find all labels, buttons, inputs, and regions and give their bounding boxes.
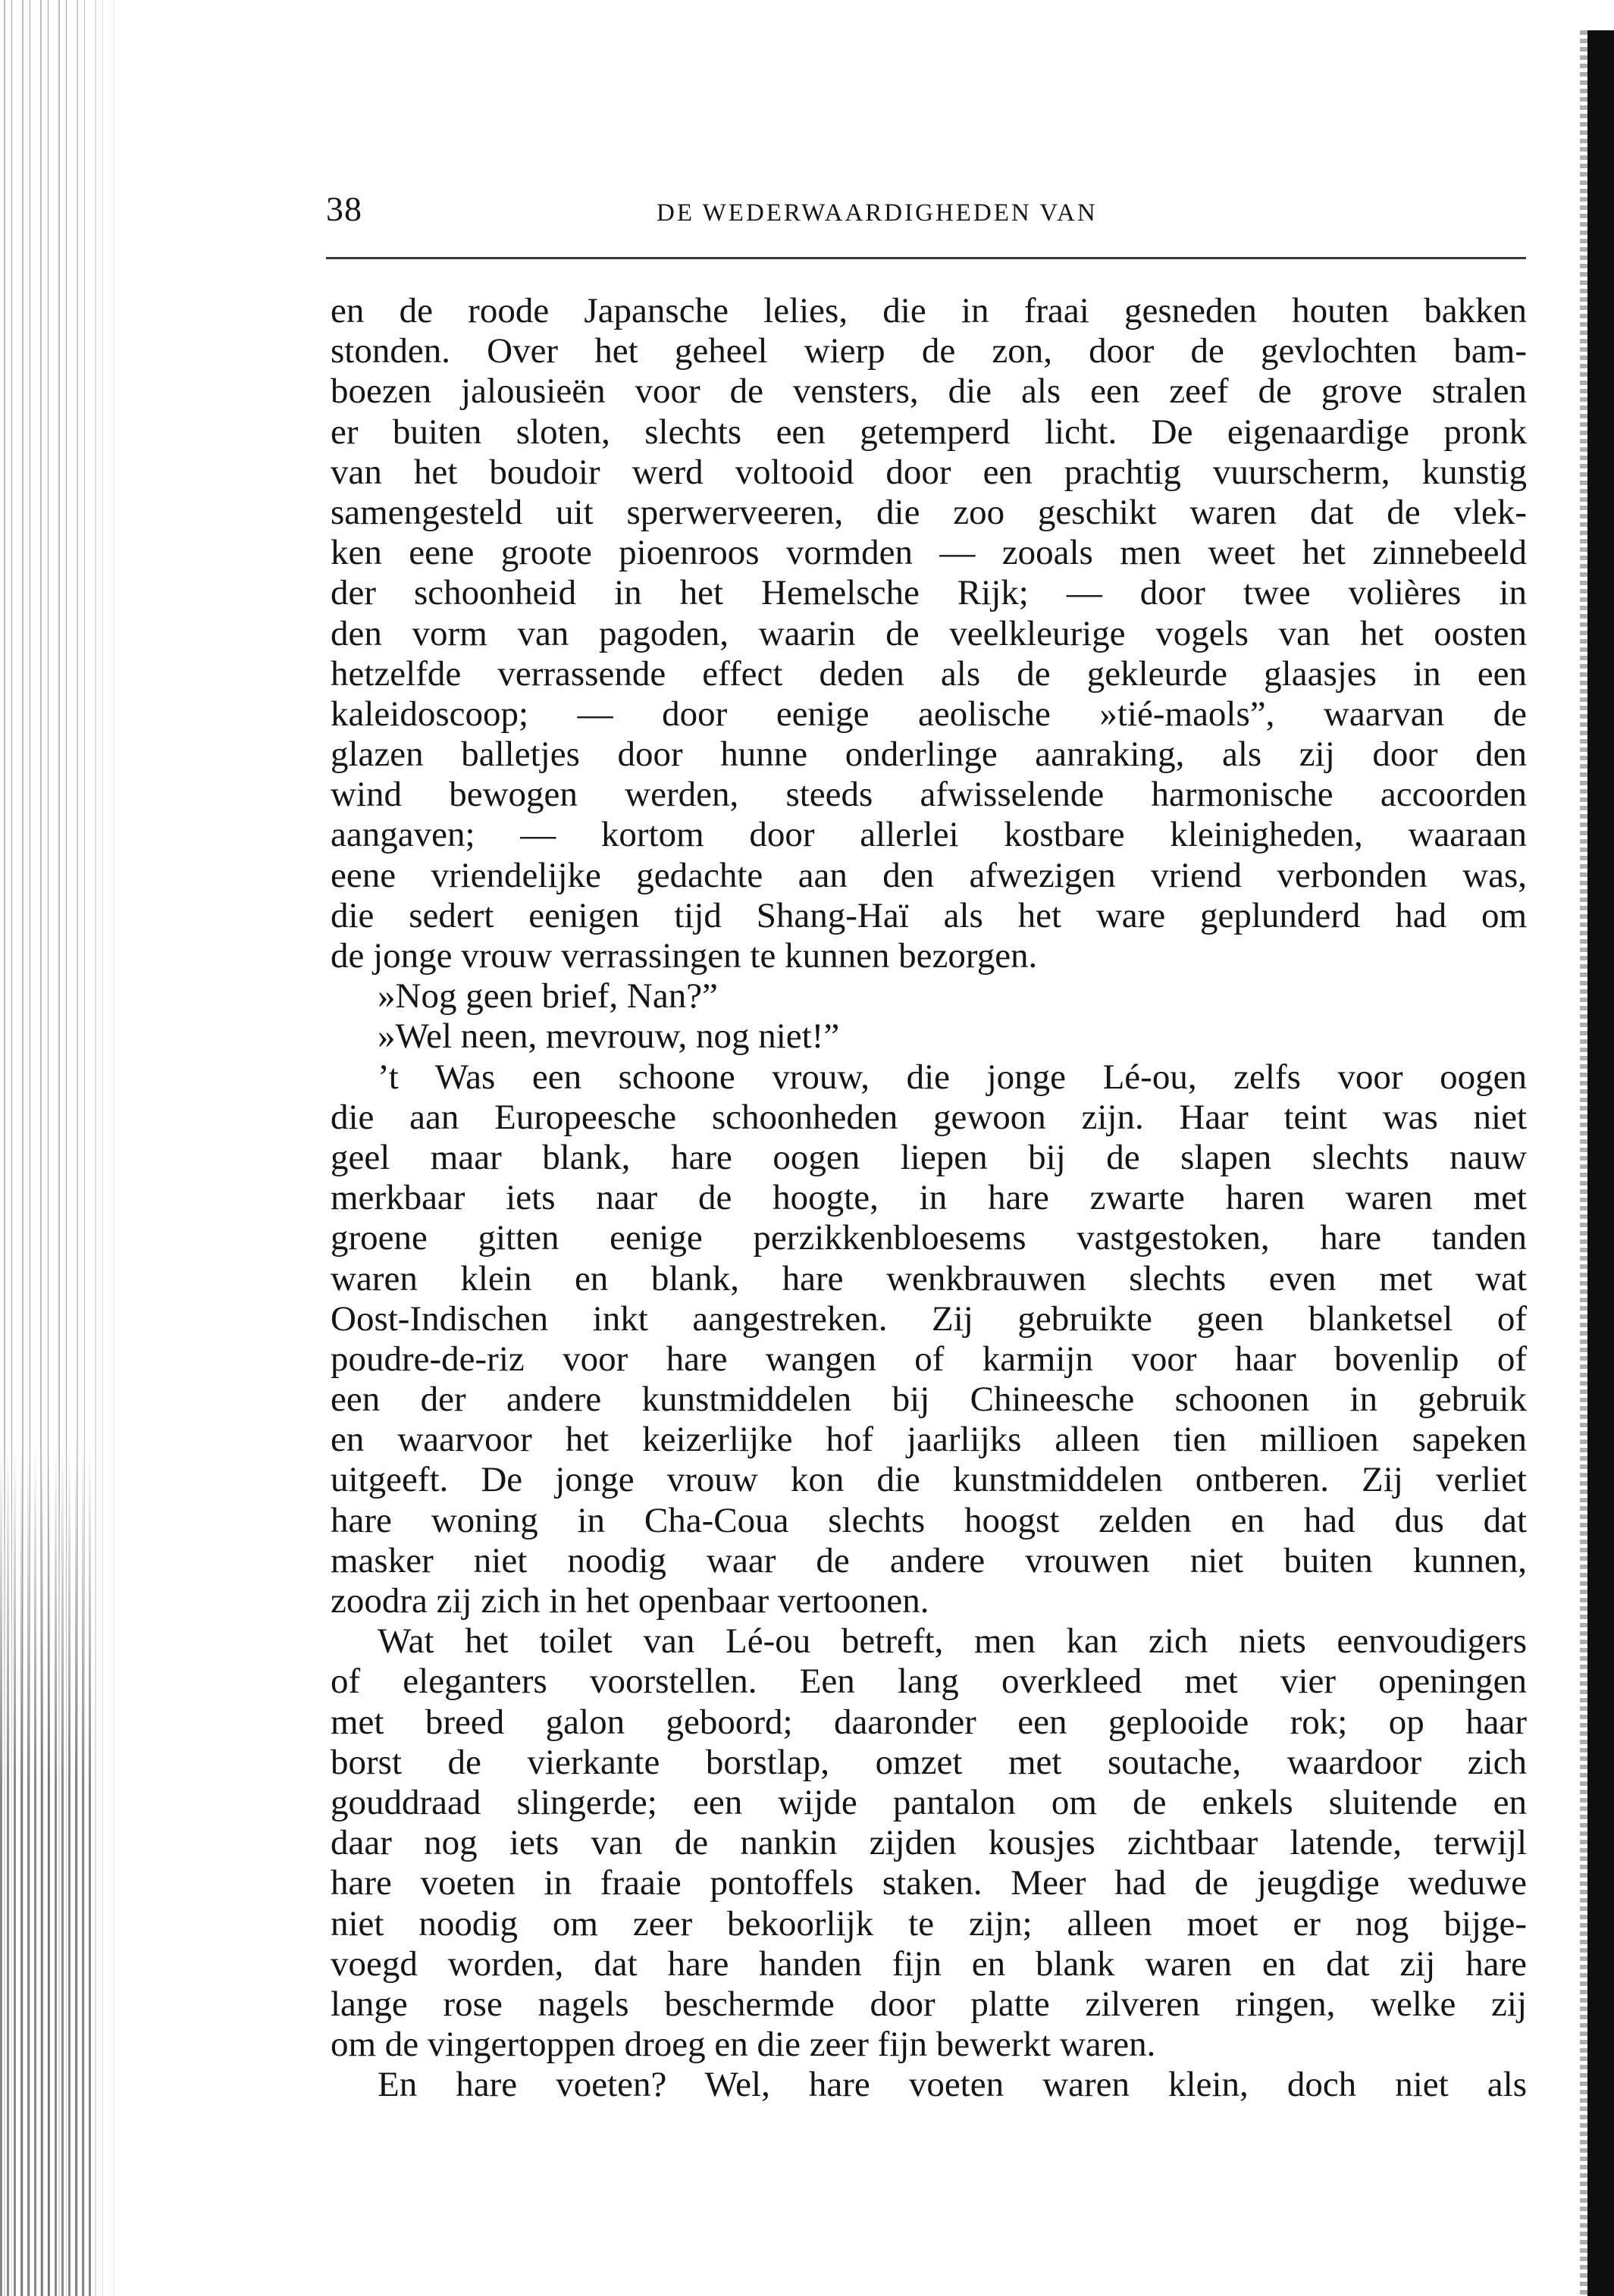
text-line: geel maar blank, hare oogen liepen bij de slapen slechts nauw bbox=[331, 1137, 1527, 1177]
text-line: Wat het toilet van Lé-ou betreft, men kan zich niets eenvoudigers bbox=[378, 1621, 1527, 1662]
text-line: En hare voeten? Wel, hare voeten waren klein, doch niet als bbox=[378, 2065, 1527, 2105]
text-line: hetzelfde verrassende effect deden als de gekleurde glaasjes in een bbox=[331, 653, 1527, 694]
text-line: eene vriendelijke gedachte aan den afwezigen vriend verbonden was, bbox=[331, 855, 1527, 895]
page-edge-right-stripes bbox=[1580, 30, 1587, 2296]
text-line: »Nog geen brief, Nan?” bbox=[378, 976, 718, 1016]
page-header bbox=[326, 186, 1547, 240]
text-line: ’t Was een schoone vrouw, die jonge Lé-ou, zelfs voor oogen bbox=[378, 1057, 1527, 1097]
text-line: boezen jalousieën voor de vensters, die als een zeef de grove stralen bbox=[331, 371, 1527, 412]
text-line: stonden. Over het geheel wierp de zon, door de gevlochten bam- bbox=[331, 331, 1527, 371]
text-line: er buiten sloten, slechts een getemperd licht. De eigenaardige pronk bbox=[331, 412, 1527, 452]
text-line: zoodra zij zich in het openbaar vertoonen. bbox=[331, 1581, 929, 1621]
text-line: van het boudoir werd voltooid door een prachtig vuurscherm, kunstig bbox=[331, 452, 1527, 492]
text-line: uitgeeft. De jonge vrouw kon die kunstmiddelen ontberen. Zij verliet bbox=[331, 1460, 1527, 1500]
text-line: »Wel neen, mevrouw, nog niet!” bbox=[378, 1016, 840, 1057]
text-line: met breed galon geboord; daaronder een geplooide rok; op haar bbox=[331, 1702, 1527, 1742]
text-line: den vorm van pagoden, waarin de veelkleurige vogels van het oosten bbox=[331, 613, 1527, 653]
text-line: hare voeten in fraaie pontoffels staken. Meer had de jeugdige weduwe bbox=[331, 1863, 1527, 1903]
text-line: wind bewogen werden, steeds afwisselende harmonische accoorden bbox=[331, 775, 1527, 815]
text-line: poudre-de-riz voor hare wangen of karmijn voor haar bovenlip of bbox=[331, 1339, 1527, 1379]
text-line: die aan Europeesche schoonheden gewoon zijn. Haar teint was niet bbox=[331, 1097, 1527, 1137]
text-line: Oost-Indischen inkt aangestreken. Zij gebruikte geen blanketsel of bbox=[331, 1298, 1527, 1339]
text-line: en de roode Japansche lelies, die in fraai gesneden houten bakken bbox=[331, 291, 1527, 330]
text-line: die sedert eenigen tijd Shang-Haï als het ware geplunderd had om bbox=[331, 895, 1527, 935]
text-line: een der andere kunstmiddelen bij Chineesche schoonen in gebruik bbox=[331, 1380, 1527, 1420]
text-line: waren klein en blank, hare wenkbrauwen slechts even met wat bbox=[331, 1258, 1527, 1298]
text-line: merkbaar iets naar de hoogte, in hare zwarte haren waren met bbox=[331, 1178, 1527, 1218]
text-line: lange rose nagels beschermde door platte zilveren ringen, welke zij bbox=[331, 1984, 1527, 2024]
text-line: of eleganters voorstellen. Een lang overkleed met vier openingen bbox=[331, 1662, 1527, 1702]
text-line: hare woning in Cha-Coua slechts hoogst zelden en had dus dat bbox=[331, 1500, 1527, 1540]
text-line: de jonge vrouw verrassingen te kunnen bezorgen. bbox=[331, 936, 1038, 976]
text-line: glazen balletjes door hunne onderlinge aanraking, als zij door den bbox=[331, 735, 1527, 775]
text-line: gouddraad slingerde; een wijde pantalon om de enkels sluitende en bbox=[331, 1782, 1527, 1822]
text-line: masker niet noodig waar de andere vrouwen niet buiten kunnen, bbox=[331, 1540, 1527, 1580]
text-line: aangaven; — kortom door allerlei kostbare kleinigheden, waaraan bbox=[331, 815, 1527, 855]
text-line: der schoonheid in het Hemelsche Rijk; — door twee volières in bbox=[331, 573, 1527, 613]
header-rule bbox=[326, 257, 1526, 259]
text-line: niet noodig om zeer bekoorlijk te zijn; alleen moet er nog bijge- bbox=[331, 1903, 1527, 1944]
page-edge-right bbox=[1587, 30, 1614, 2296]
text-line: ken eene groote pioenroos vormden — zooals men weet het zinnebeeld bbox=[331, 533, 1527, 573]
text-line: en waarvoor het keizerlijke hof jaarlijks alleen tien millioen sapeken bbox=[331, 1420, 1527, 1460]
text-line: daar nog iets van de nankin zijden kousjes zichtbaar latende, terwijl bbox=[331, 1823, 1527, 1863]
text-line: groene gitten eenige perzikkenbloesems vastgestoken, hare tanden bbox=[331, 1218, 1527, 1258]
text-line: om de vingertoppen droeg en die zeer fijn bewerkt waren. bbox=[331, 2025, 1156, 2065]
running-title: DE WEDERWAARDIGHEDEN VAN bbox=[657, 199, 1098, 227]
page-number: 38 bbox=[326, 190, 362, 228]
text-line: samengesteld uit sperwerveeren, die zoo geschikt waren dat de vlek- bbox=[331, 492, 1527, 532]
body-text bbox=[331, 291, 1527, 2105]
page-edge-left-shadow bbox=[0, 1440, 91, 2296]
text-line: kaleidoscoop; — door eenige aeolische »tié-maols”, waarvan de bbox=[331, 694, 1527, 734]
text-line: borst de vierkante borstlap, omzet met soutache, waardoor zich bbox=[331, 1742, 1527, 1782]
text-line: voegd worden, dat hare handen fijn en blank waren en dat zij hare bbox=[331, 1944, 1527, 1984]
